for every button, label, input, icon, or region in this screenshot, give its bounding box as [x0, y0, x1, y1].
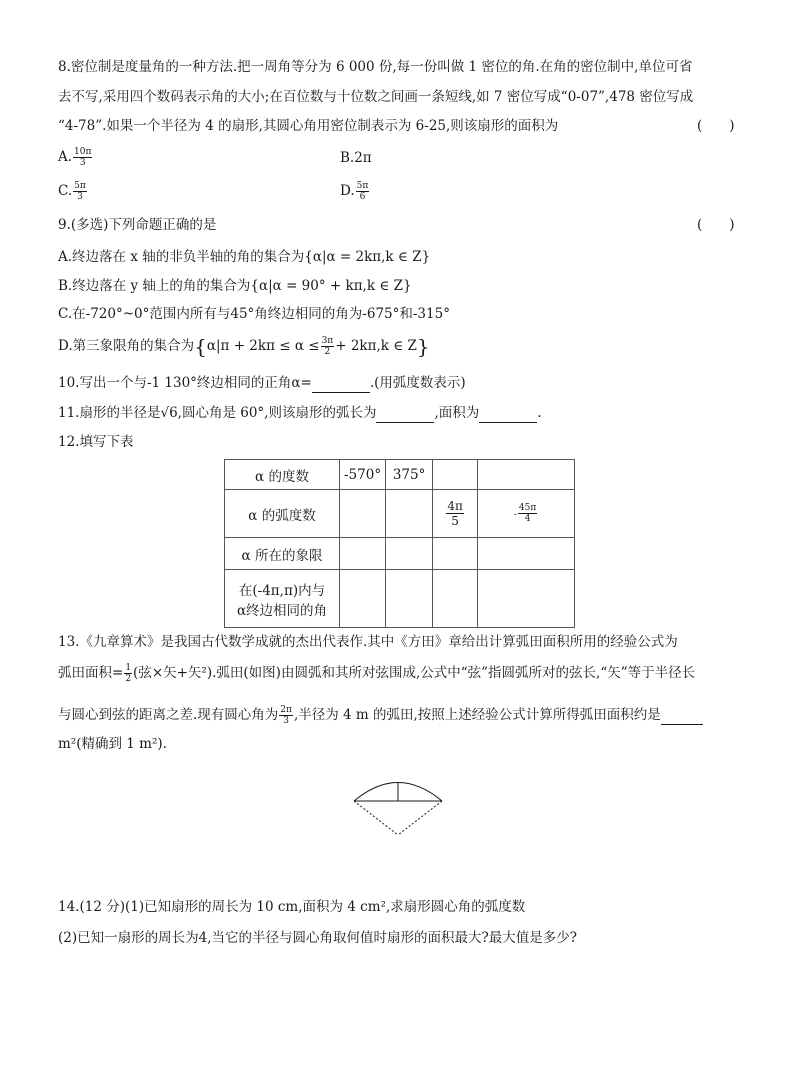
q8-option-d: D. $\frac{5\pi}{6}$: [340, 181, 369, 202]
table-cell[interactable]: [340, 490, 386, 538]
fraction: $\frac{5\pi}{6}$: [356, 181, 369, 202]
q8-line2: 去不写,采用四个数码表示角的大小;在百位数与十位数之间画一条短线,如 7 密位写成“0-07”,478 密位写成: [58, 89, 694, 105]
q11-area-blank[interactable]: [479, 404, 537, 423]
row-label: α 的弧度数: [225, 490, 340, 538]
table-cell[interactable]: [433, 460, 478, 490]
q9-option-c: C.在-720°~0°范围内所有与45°角终边相同的角为-675°和-315°: [58, 306, 450, 322]
fraction: $\frac{3\pi}{2}$: [321, 336, 334, 357]
q11-arc-blank[interactable]: [376, 404, 434, 423]
q9-answer-paren: ( ): [697, 217, 735, 233]
table-cell[interactable]: [478, 460, 575, 490]
table-row: [225, 490, 575, 538]
fraction: $\frac{10\pi}{3}$: [74, 147, 92, 168]
table-cell[interactable]: [386, 570, 433, 628]
table-cell[interactable]: [433, 538, 478, 570]
q13-line2: 弧田面积= $\frac{1}{2}$ (弦×矢+矢²).弧田(如图)由圆弧和其所对弦围成,公式中“弦”指圆弧所对的弦长,“矢”等于半径长: [58, 663, 696, 684]
table-row: [225, 538, 575, 570]
fraction: $\frac{1}{2}$: [125, 663, 132, 684]
q13-answer-blank[interactable]: [661, 706, 703, 725]
row-label: α 所在的象限: [225, 538, 340, 570]
q10: 10.写出一个与-1 130°终边相同的正角α= .(用弧度数表示): [58, 375, 466, 391]
q13-line4: m²(精确到 1 m²).: [58, 736, 167, 752]
q8-line3: “4-78”.如果一个半径为 4 的扇形,其圆心角用密位制表示为 6-25,则该扇形的面积为: [58, 118, 559, 134]
table-cell[interactable]: [340, 570, 386, 628]
radius-dashed: [354, 801, 398, 835]
fraction: $\frac{4\pi}{5}$: [447, 499, 463, 528]
q8-option-a: [58, 147, 93, 168]
radius-dashed: [398, 801, 442, 835]
q14-line1: 14.(12 分)(1)已知扇形的周长为 10 cm,面积为 4 cm²,求扇形圆心角的弧度数: [58, 899, 526, 915]
q8-option-c: C. $\frac{5\pi}{3}$: [58, 181, 86, 202]
q9-stem: 9.(多选)下列命题正确的是: [58, 217, 217, 233]
table-cell: - $\frac{45\pi}{4}$: [478, 490, 575, 538]
q8-option-b: B.2π: [340, 150, 372, 166]
table-row: [225, 570, 575, 628]
q12-stem: 12.填写下表: [58, 434, 134, 450]
table-cell[interactable]: [386, 538, 433, 570]
table-row: [225, 460, 575, 490]
q13-line3: 与圆心到弦的距离之差.现有圆心角为 $\frac{2\pi}{3}$ ,半径为 4 m 的弧田,按照上述经验公式计算所得弧田面积约是: [58, 705, 703, 726]
q11: 11.扇形的半径是√6,圆心角是 60°,则该扇形的弧长为 ,面积为 .: [58, 405, 542, 421]
q9-option-b: B.终边落在 y 轴上的角的集合为{α|α = 90° + kπ,k ∈ Z}: [58, 278, 412, 294]
table-cell: [433, 490, 478, 538]
table-cell[interactable]: [386, 490, 433, 538]
q8-line1: 8.密位制是度量角的一种方法.把一周角等分为 6 000 份,每一份叫做 1 密位的角.在角的密位制中,单位可省: [58, 59, 693, 75]
q14-line2: (2)已知一扇形的周长为4,当它的半径与圆心角取何值时扇形的面积最大?最大值是多少?: [58, 930, 577, 946]
q9-option-d: D.第三象限角的集合为{α|π + 2kπ ≤ α ≤ $\frac{3\pi}{2}$ + 2kπ,k ∈ Z}: [58, 334, 430, 359]
fraction: $\frac{45\pi}{4}$: [518, 503, 537, 524]
row-label: 在(-4π,π)内与 α终边相同的角: [225, 570, 340, 628]
table-cell[interactable]: [433, 570, 478, 628]
table-cell[interactable]: [478, 538, 575, 570]
q13-line1: 13.《九章算术》是我国古代数学成就的杰出代表作.其中《方田》章给出计算弧田面积所用的经验公式为: [58, 634, 678, 650]
table-cell[interactable]: [478, 570, 575, 628]
q9-option-a: A.终边落在 x 轴的非负半轴的角的集合为{α|α = 2kπ,k ∈ Z}: [58, 249, 431, 265]
q10-answer-blank[interactable]: [312, 374, 370, 393]
fraction: $\frac{2\pi}{3}$: [280, 705, 292, 726]
table-cell[interactable]: [340, 538, 386, 570]
option-label: A.: [58, 149, 73, 165]
table-cell: 375°: [386, 460, 433, 490]
q8-answer-paren: ( ): [697, 118, 735, 134]
q12-table: [224, 459, 575, 628]
table-cell: -570°: [340, 460, 386, 490]
arc-field-figure: [350, 778, 446, 840]
fraction: $\frac{5\pi}{3}$: [74, 181, 86, 202]
row-label: α 的度数: [225, 460, 340, 490]
